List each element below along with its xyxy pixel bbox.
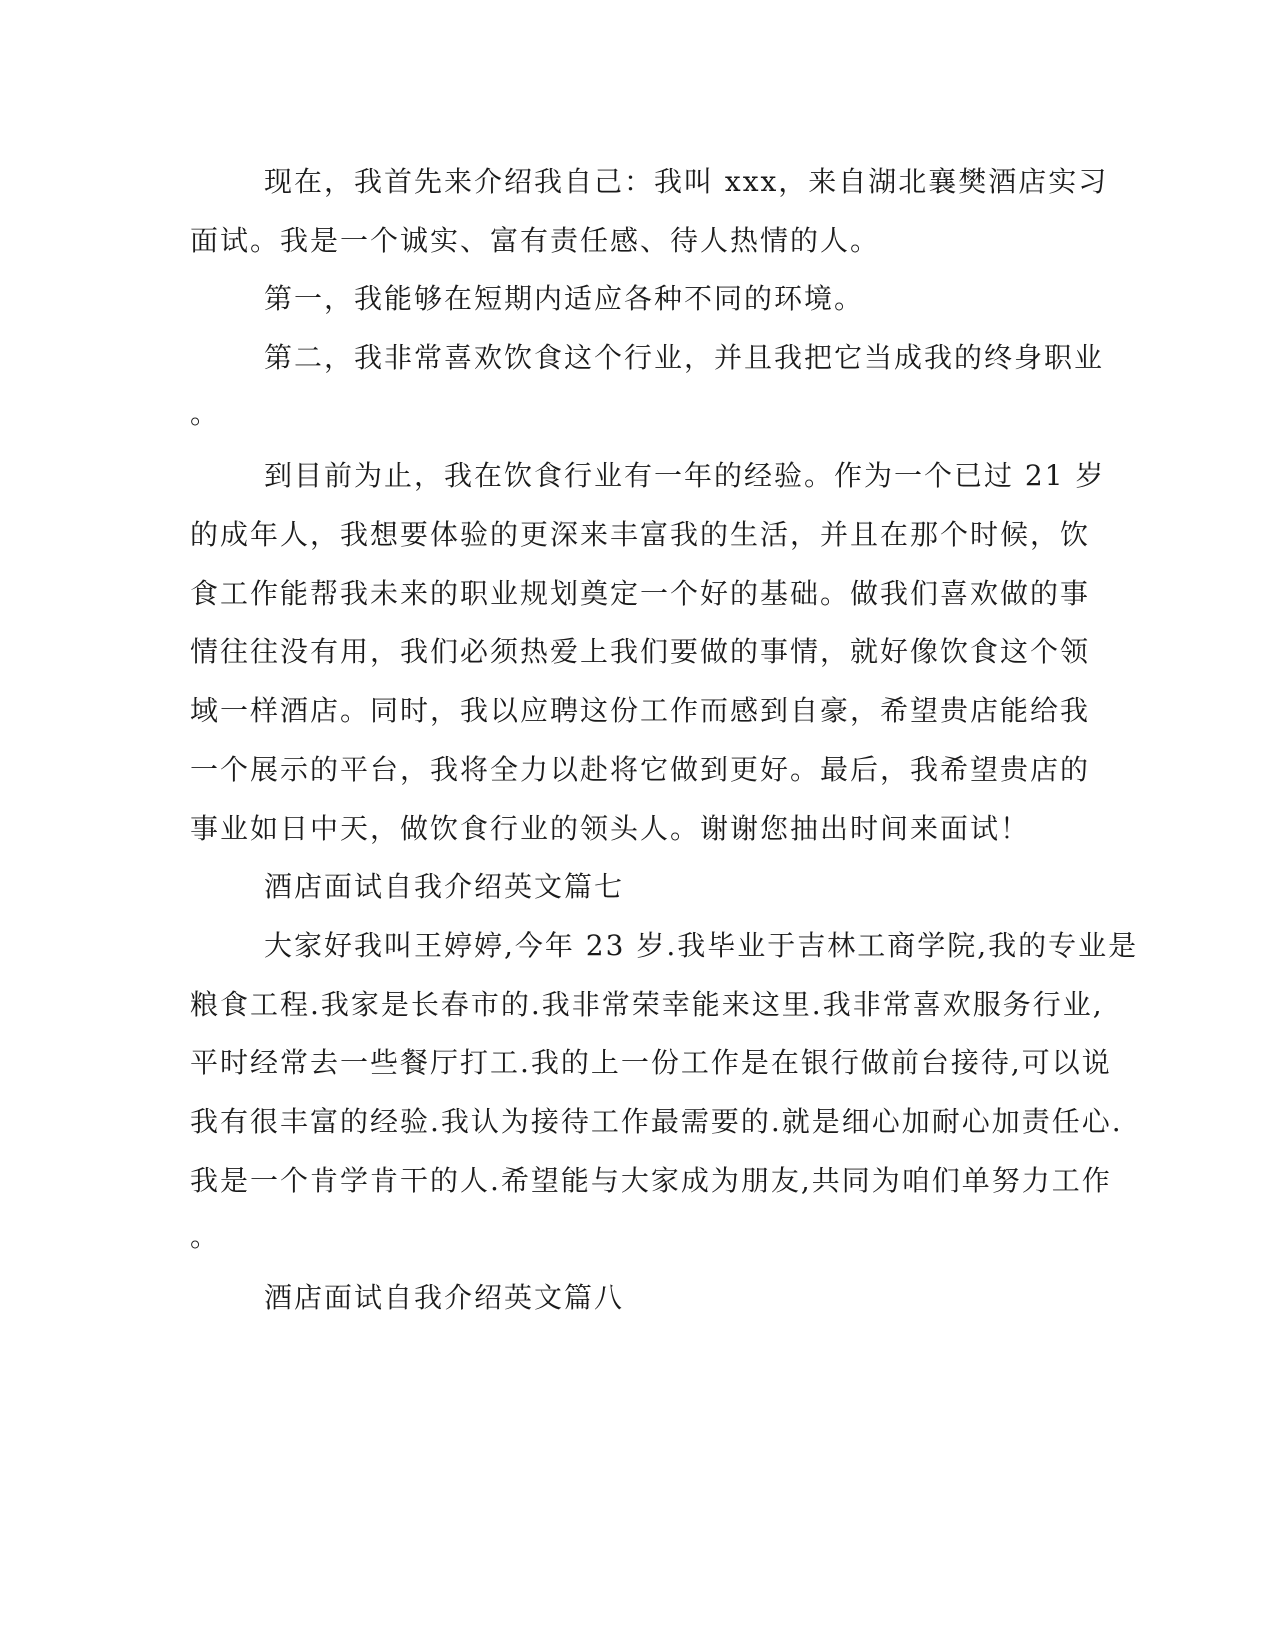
paragraph-line: 。 [190,397,221,430]
paragraph-line: 面试。我是一个诚实、富有责任感、待人热情的人。 [190,224,881,257]
paragraph-line: 的成年人，我想要体验的更深来丰富我的生活，并且在那个时候，饮 [190,518,1091,551]
paragraph-line: 域一样酒店。同时，我以应聘这份工作而感到自豪，希望贵店能给我 [190,694,1091,727]
paragraph-line: 食工作能帮我未来的职业规划奠定一个好的基础。做我们喜欢做的事 [190,577,1091,610]
paragraph-line: 第一，我能够在短期内适应各种不同的环境。 [264,282,865,315]
paragraph-line: 情往往没有用，我们必须热爱上我们要做的事情，就好像饮食这个领 [190,635,1091,668]
section-heading: 酒店面试自我介绍英文篇七 [264,870,625,903]
paragraph-line: 一个展示的平台，我将全力以赴将它做到更好。最后，我希望贵店的 [190,753,1091,786]
paragraph-line: 我是一个肯学肯干的人.希望能与大家成为朋友,共同为咱们单努力工作 [190,1164,1112,1197]
paragraph-line: 到目前为止，我在饮食行业有一年的经验。作为一个已过 21 岁 [264,459,1106,492]
section-heading: 酒店面试自我介绍英文篇八 [264,1281,625,1314]
paragraph-line: 大家好我叫王婷婷,今年 23 岁.我毕业于吉林工商学院,我的专业是 [264,929,1139,962]
paragraph-line: 粮食工程.我家是长春市的.我非常荣幸能来这里.我非常喜欢服务行业, [190,988,1104,1021]
paragraph-line: 现在，我首先来介绍我自己：我叫 xxx，来自湖北襄樊酒店实习 [264,165,1109,198]
paragraph-line: 平时经常去一些餐厅打工.我的上一份工作是在银行做前台接待,可以说 [190,1046,1112,1079]
paragraph-line: 。 [190,1220,221,1253]
paragraph-line: 第二，我非常喜欢饮食这个行业，并且我把它当成我的终身职业 [264,341,1105,374]
paragraph-line: 事业如日中天，做饮食行业的领头人。谢谢您抽出时间来面试！ [190,812,1031,845]
paragraph-line: 我有很丰富的经验.我认为接待工作最需要的.就是细心加耐心加责任心. [190,1105,1123,1138]
